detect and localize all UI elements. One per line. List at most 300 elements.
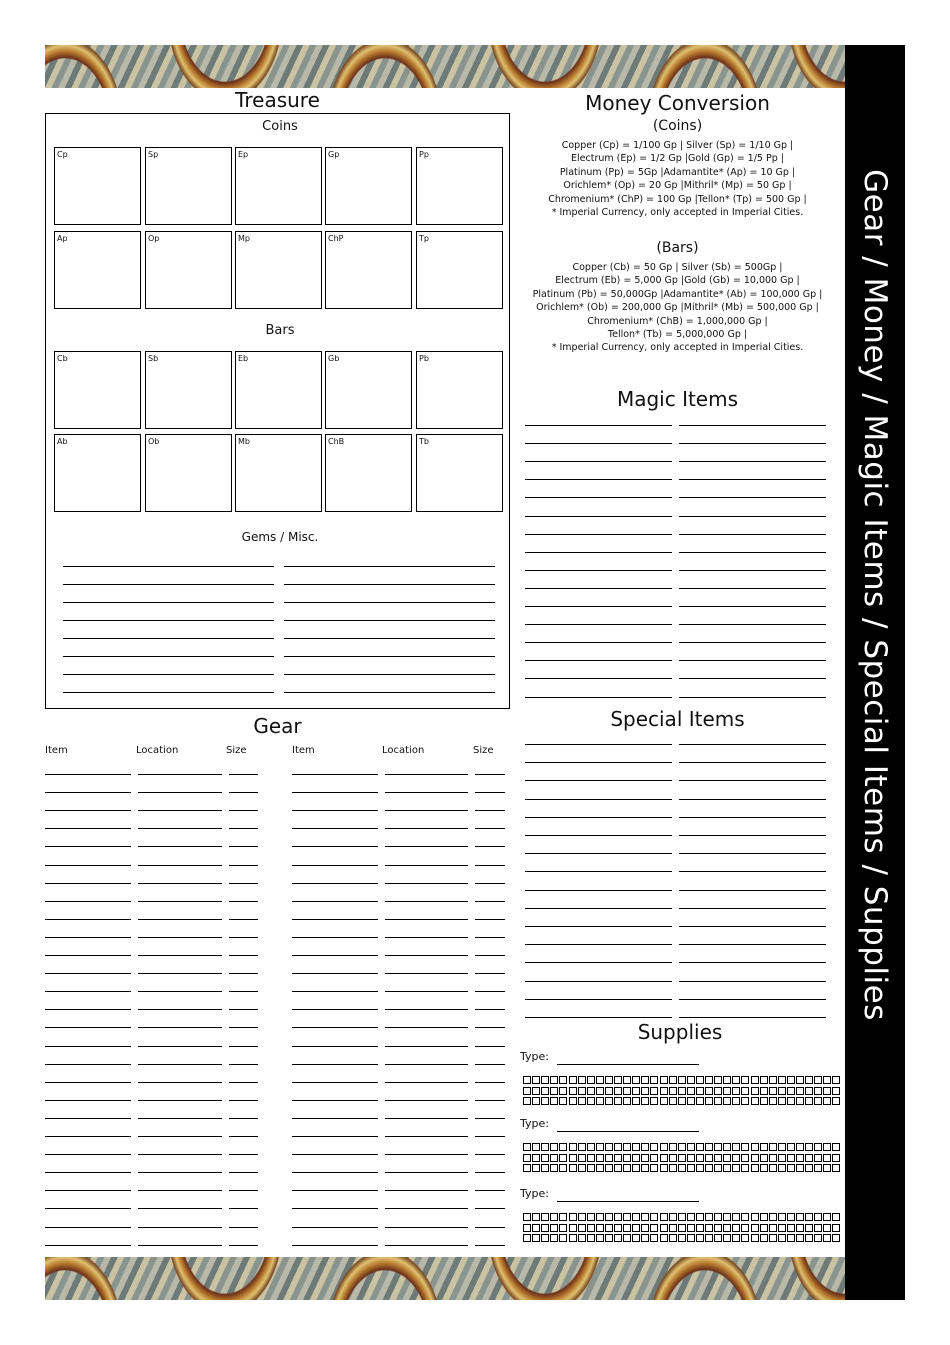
gems-line[interactable]	[284, 638, 495, 639]
gems-line[interactable]	[284, 602, 495, 603]
gear-entry-line[interactable]	[45, 828, 131, 829]
gear-entry-line[interactable]	[292, 1208, 378, 1209]
supply-checkbox[interactable]	[751, 1076, 759, 1084]
magic-item-line[interactable]	[679, 606, 826, 607]
gear-entry-line[interactable]	[385, 1245, 468, 1246]
supply-checkbox[interactable]	[687, 1154, 695, 1162]
supply-checkbox[interactable]	[805, 1143, 813, 1151]
supply-checkbox[interactable]	[787, 1164, 795, 1172]
supply-checkbox[interactable]	[569, 1087, 577, 1095]
supply-checkbox[interactable]	[660, 1213, 668, 1221]
supply-checkbox[interactable]	[687, 1076, 695, 1084]
supply-checkbox[interactable]	[632, 1076, 640, 1084]
gear-entry-line[interactable]	[292, 1009, 378, 1010]
gear-entry-line[interactable]	[475, 1245, 505, 1246]
currency-cell[interactable]	[54, 231, 141, 309]
supply-checkbox[interactable]	[832, 1087, 840, 1095]
supply-checkbox[interactable]	[532, 1097, 540, 1105]
supply-checkbox[interactable]	[614, 1143, 622, 1151]
gear-entry-line[interactable]	[138, 1136, 222, 1137]
gear-entry-line[interactable]	[229, 1136, 258, 1137]
supply-checkbox[interactable]	[751, 1087, 759, 1095]
supply-checkbox[interactable]	[832, 1143, 840, 1151]
supply-checkbox[interactable]	[660, 1076, 668, 1084]
special-item-line[interactable]	[525, 981, 672, 982]
magic-item-line[interactable]	[679, 660, 826, 661]
currency-cell[interactable]	[325, 147, 412, 225]
supply-checkbox[interactable]	[559, 1154, 567, 1162]
supply-checkbox[interactable]	[660, 1224, 668, 1232]
supply-checkbox[interactable]	[614, 1087, 622, 1095]
gear-entry-line[interactable]	[45, 1064, 131, 1065]
gear-entry-line[interactable]	[229, 810, 258, 811]
gear-entry-line[interactable]	[229, 1154, 258, 1155]
supply-checkbox[interactable]	[705, 1076, 713, 1084]
supply-checkbox[interactable]	[596, 1087, 604, 1095]
supply-checkbox[interactable]	[705, 1224, 713, 1232]
magic-item-line[interactable]	[525, 552, 672, 553]
gear-entry-line[interactable]	[138, 810, 222, 811]
supply-checkbox[interactable]	[550, 1164, 558, 1172]
special-item-line[interactable]	[525, 799, 672, 800]
gems-line[interactable]	[63, 566, 274, 567]
supply-checkbox[interactable]	[823, 1087, 831, 1095]
gear-entry-line[interactable]	[475, 1100, 505, 1101]
supply-checkbox[interactable]	[696, 1087, 704, 1095]
supply-checkbox[interactable]	[687, 1097, 695, 1105]
supply-checkbox[interactable]	[605, 1164, 613, 1172]
supply-checkbox[interactable]	[823, 1154, 831, 1162]
gear-entry-line[interactable]	[138, 792, 222, 793]
gear-entry-line[interactable]	[45, 1009, 131, 1010]
supply-checkbox[interactable]	[832, 1234, 840, 1242]
supply-checkbox[interactable]	[678, 1234, 686, 1242]
special-item-line[interactable]	[525, 853, 672, 854]
supply-checkbox[interactable]	[732, 1143, 740, 1151]
magic-item-line[interactable]	[525, 461, 672, 462]
supply-checkbox[interactable]	[696, 1097, 704, 1105]
supply-checkbox[interactable]	[769, 1143, 777, 1151]
supply-checkbox[interactable]	[714, 1154, 722, 1162]
supply-checkbox[interactable]	[814, 1087, 822, 1095]
gear-entry-line[interactable]	[292, 901, 378, 902]
supply-checkbox[interactable]	[632, 1143, 640, 1151]
supply-checkbox[interactable]	[678, 1154, 686, 1162]
supply-checkbox[interactable]	[805, 1076, 813, 1084]
special-item-line[interactable]	[525, 817, 672, 818]
special-item-line[interactable]	[679, 744, 826, 745]
gear-entry-line[interactable]	[229, 1208, 258, 1209]
gear-entry-line[interactable]	[229, 865, 258, 866]
supply-checkbox[interactable]	[660, 1154, 668, 1162]
supply-checkbox[interactable]	[787, 1087, 795, 1095]
supply-checkbox[interactable]	[605, 1097, 613, 1105]
gear-entry-line[interactable]	[475, 1027, 505, 1028]
magic-item-line[interactable]	[525, 642, 672, 643]
supply-checkbox[interactable]	[778, 1224, 786, 1232]
supply-checkbox[interactable]	[605, 1234, 613, 1242]
gear-entry-line[interactable]	[292, 846, 378, 847]
special-item-line[interactable]	[679, 908, 826, 909]
supply-checkbox[interactable]	[596, 1154, 604, 1162]
supply-checkbox[interactable]	[596, 1143, 604, 1151]
gear-entry-line[interactable]	[229, 846, 258, 847]
special-item-line[interactable]	[525, 926, 672, 927]
supply-checkbox[interactable]	[587, 1164, 595, 1172]
special-item-line[interactable]	[525, 890, 672, 891]
magic-item-line[interactable]	[679, 697, 826, 698]
supply-checkbox[interactable]	[678, 1224, 686, 1232]
currency-cell[interactable]	[325, 351, 412, 429]
supply-checkbox[interactable]	[559, 1076, 567, 1084]
magic-item-line[interactable]	[525, 624, 672, 625]
supply-checkbox[interactable]	[805, 1213, 813, 1221]
magic-item-line[interactable]	[525, 678, 672, 679]
gear-entry-line[interactable]	[138, 1100, 222, 1101]
supply-checkbox[interactable]	[814, 1164, 822, 1172]
gear-entry-line[interactable]	[138, 883, 222, 884]
gear-entry-line[interactable]	[229, 937, 258, 938]
supply-checkbox[interactable]	[614, 1164, 622, 1172]
currency-cell[interactable]	[145, 351, 232, 429]
special-item-line[interactable]	[679, 762, 826, 763]
special-item-line[interactable]	[525, 871, 672, 872]
supply-checkbox[interactable]	[687, 1143, 695, 1151]
gear-entry-line[interactable]	[229, 1064, 258, 1065]
supply-checkbox[interactable]	[778, 1213, 786, 1221]
supply-checkbox[interactable]	[559, 1224, 567, 1232]
supply-checkbox[interactable]	[787, 1076, 795, 1084]
supply-checkbox[interactable]	[741, 1097, 749, 1105]
gear-entry-line[interactable]	[229, 1100, 258, 1101]
gear-entry-line[interactable]	[138, 1190, 222, 1191]
gems-line[interactable]	[284, 566, 495, 567]
gear-entry-line[interactable]	[292, 810, 378, 811]
gear-entry-line[interactable]	[229, 1009, 258, 1010]
supply-checkbox[interactable]	[541, 1097, 549, 1105]
supply-checkbox[interactable]	[796, 1213, 804, 1221]
supply-checkbox[interactable]	[751, 1143, 759, 1151]
supply-checkbox[interactable]	[614, 1154, 622, 1162]
supply-checkbox[interactable]	[805, 1224, 813, 1232]
gear-entry-line[interactable]	[229, 955, 258, 956]
gems-line[interactable]	[63, 602, 274, 603]
gear-entry-line[interactable]	[45, 792, 131, 793]
supply-checkbox[interactable]	[669, 1224, 677, 1232]
gear-entry-line[interactable]	[45, 1208, 131, 1209]
supply-checkbox[interactable]	[632, 1097, 640, 1105]
supply-checkbox[interactable]	[650, 1234, 658, 1242]
gear-entry-line[interactable]	[229, 1172, 258, 1173]
supply-checkbox[interactable]	[823, 1213, 831, 1221]
supply-checkbox[interactable]	[678, 1087, 686, 1095]
supply-checkbox[interactable]	[687, 1224, 695, 1232]
supply-checkbox[interactable]	[623, 1164, 631, 1172]
supply-checkbox[interactable]	[778, 1154, 786, 1162]
gear-entry-line[interactable]	[138, 774, 222, 775]
gear-entry-line[interactable]	[475, 1208, 505, 1209]
supply-checkbox[interactable]	[650, 1087, 658, 1095]
magic-item-line[interactable]	[679, 425, 826, 426]
supply-checkbox[interactable]	[705, 1154, 713, 1162]
supply-checkbox[interactable]	[769, 1097, 777, 1105]
supply-checkbox[interactable]	[532, 1224, 540, 1232]
supply-checkbox[interactable]	[805, 1154, 813, 1162]
supply-checkbox[interactable]	[723, 1143, 731, 1151]
supply-checkbox[interactable]	[532, 1164, 540, 1172]
gear-entry-line[interactable]	[138, 1046, 222, 1047]
supply-checkbox[interactable]	[632, 1164, 640, 1172]
supply-checkbox[interactable]	[605, 1076, 613, 1084]
supply-checkbox[interactable]	[532, 1076, 540, 1084]
gear-entry-line[interactable]	[45, 865, 131, 866]
gear-entry-line[interactable]	[385, 901, 468, 902]
gear-entry-line[interactable]	[229, 774, 258, 775]
gear-entry-line[interactable]	[475, 973, 505, 974]
gear-entry-line[interactable]	[138, 937, 222, 938]
supply-checkbox[interactable]	[669, 1234, 677, 1242]
supply-checkbox[interactable]	[723, 1154, 731, 1162]
supply-checkbox[interactable]	[832, 1224, 840, 1232]
supply-checkbox[interactable]	[723, 1097, 731, 1105]
currency-cell[interactable]	[416, 231, 503, 309]
supply-checkbox[interactable]	[541, 1087, 549, 1095]
gear-entry-line[interactable]	[138, 955, 222, 956]
supply-checkbox[interactable]	[559, 1164, 567, 1172]
supply-checkbox[interactable]	[769, 1224, 777, 1232]
supply-checkbox[interactable]	[641, 1154, 649, 1162]
gear-entry-line[interactable]	[475, 901, 505, 902]
currency-cell[interactable]	[54, 147, 141, 225]
supply-checkbox[interactable]	[723, 1076, 731, 1084]
supply-checkbox[interactable]	[669, 1097, 677, 1105]
gear-entry-line[interactable]	[385, 865, 468, 866]
currency-cell[interactable]	[235, 434, 322, 512]
supply-checkbox[interactable]	[787, 1143, 795, 1151]
supply-checkbox[interactable]	[705, 1143, 713, 1151]
magic-item-line[interactable]	[679, 534, 826, 535]
supply-checkbox[interactable]	[641, 1224, 649, 1232]
supply-checkbox[interactable]	[587, 1213, 595, 1221]
gear-entry-line[interactable]	[385, 1100, 468, 1101]
supply-checkbox[interactable]	[559, 1143, 567, 1151]
supply-checkbox[interactable]	[705, 1164, 713, 1172]
supply-checkbox[interactable]	[696, 1154, 704, 1162]
currency-cell[interactable]	[145, 231, 232, 309]
supply-checkbox[interactable]	[723, 1087, 731, 1095]
supply-checkbox[interactable]	[532, 1143, 540, 1151]
gear-entry-line[interactable]	[385, 1118, 468, 1119]
gear-entry-line[interactable]	[475, 1227, 505, 1228]
supply-checkbox[interactable]	[814, 1097, 822, 1105]
supply-checkbox[interactable]	[678, 1076, 686, 1084]
supply-checkbox[interactable]	[523, 1213, 531, 1221]
gear-entry-line[interactable]	[475, 1064, 505, 1065]
magic-item-line[interactable]	[679, 497, 826, 498]
supply-checkbox[interactable]	[714, 1087, 722, 1095]
gear-entry-line[interactable]	[475, 1009, 505, 1010]
supply-checkbox[interactable]	[587, 1154, 595, 1162]
supply-checkbox[interactable]	[532, 1154, 540, 1162]
supply-checkbox[interactable]	[569, 1164, 577, 1172]
gear-entry-line[interactable]	[45, 846, 131, 847]
gear-entry-line[interactable]	[385, 1136, 468, 1137]
supply-checkbox[interactable]	[732, 1076, 740, 1084]
magic-item-line[interactable]	[525, 697, 672, 698]
gear-entry-line[interactable]	[45, 955, 131, 956]
supply-checkbox[interactable]	[523, 1154, 531, 1162]
magic-item-line[interactable]	[525, 660, 672, 661]
supply-checkbox[interactable]	[569, 1076, 577, 1084]
supply-checkbox[interactable]	[578, 1154, 586, 1162]
supply-checkbox[interactable]	[632, 1087, 640, 1095]
supply-checkbox[interactable]	[751, 1154, 759, 1162]
supply-checkbox[interactable]	[623, 1076, 631, 1084]
supply-checkbox[interactable]	[669, 1154, 677, 1162]
gear-entry-line[interactable]	[475, 865, 505, 866]
supply-checkbox[interactable]	[587, 1143, 595, 1151]
supply-checkbox[interactable]	[796, 1234, 804, 1242]
special-item-line[interactable]	[525, 780, 672, 781]
supply-checkbox[interactable]	[641, 1234, 649, 1242]
special-item-line[interactable]	[679, 799, 826, 800]
magic-item-line[interactable]	[525, 534, 672, 535]
magic-item-line[interactable]	[679, 678, 826, 679]
supply-checkbox[interactable]	[814, 1154, 822, 1162]
magic-item-line[interactable]	[679, 516, 826, 517]
gear-entry-line[interactable]	[475, 1190, 505, 1191]
supply-checkbox[interactable]	[760, 1213, 768, 1221]
supply-checkbox[interactable]	[569, 1143, 577, 1151]
gear-entry-line[interactable]	[292, 883, 378, 884]
gear-entry-line[interactable]	[45, 1100, 131, 1101]
special-item-line[interactable]	[525, 835, 672, 836]
gear-entry-line[interactable]	[475, 937, 505, 938]
supply-checkbox[interactable]	[678, 1164, 686, 1172]
supply-checkbox[interactable]	[687, 1213, 695, 1221]
gear-entry-line[interactable]	[229, 991, 258, 992]
gems-line[interactable]	[284, 692, 495, 693]
supply-checkbox[interactable]	[678, 1213, 686, 1221]
currency-cell[interactable]	[325, 434, 412, 512]
special-item-line[interactable]	[679, 981, 826, 982]
supply-checkbox[interactable]	[523, 1164, 531, 1172]
supply-checkbox[interactable]	[605, 1087, 613, 1095]
currency-cell[interactable]	[416, 434, 503, 512]
gear-entry-line[interactable]	[475, 1172, 505, 1173]
supply-checkbox[interactable]	[687, 1087, 695, 1095]
supply-checkbox[interactable]	[559, 1087, 567, 1095]
magic-item-line[interactable]	[679, 443, 826, 444]
supply-checkbox[interactable]	[741, 1224, 749, 1232]
supply-checkbox[interactable]	[596, 1224, 604, 1232]
supply-checkbox[interactable]	[587, 1234, 595, 1242]
gear-entry-line[interactable]	[385, 1064, 468, 1065]
supply-checkbox[interactable]	[723, 1234, 731, 1242]
currency-cell[interactable]	[416, 147, 503, 225]
supply-checkbox[interactable]	[787, 1234, 795, 1242]
special-item-line[interactable]	[525, 908, 672, 909]
supply-checkbox[interactable]	[550, 1076, 558, 1084]
gear-entry-line[interactable]	[475, 810, 505, 811]
supply-checkbox[interactable]	[714, 1224, 722, 1232]
gear-entry-line[interactable]	[229, 901, 258, 902]
supply-checkbox[interactable]	[641, 1076, 649, 1084]
gear-entry-line[interactable]	[385, 1046, 468, 1047]
magic-item-line[interactable]	[525, 479, 672, 480]
supply-checkbox[interactable]	[823, 1164, 831, 1172]
supply-checkbox[interactable]	[623, 1143, 631, 1151]
supply-checkbox[interactable]	[796, 1143, 804, 1151]
supply-checkbox[interactable]	[660, 1097, 668, 1105]
special-item-line[interactable]	[525, 999, 672, 1000]
gear-entry-line[interactable]	[385, 828, 468, 829]
supply-checkbox[interactable]	[741, 1143, 749, 1151]
supply-checkbox[interactable]	[559, 1234, 567, 1242]
gear-entry-line[interactable]	[385, 1190, 468, 1191]
supply-checkbox[interactable]	[796, 1097, 804, 1105]
special-item-line[interactable]	[679, 890, 826, 891]
supply-checkbox[interactable]	[696, 1076, 704, 1084]
supply-checkbox[interactable]	[523, 1224, 531, 1232]
gear-entry-line[interactable]	[292, 1172, 378, 1173]
gear-entry-line[interactable]	[138, 846, 222, 847]
gear-entry-line[interactable]	[385, 792, 468, 793]
supply-checkbox[interactable]	[550, 1097, 558, 1105]
gear-entry-line[interactable]	[138, 1172, 222, 1173]
special-item-line[interactable]	[679, 780, 826, 781]
supply-checkbox[interactable]	[650, 1143, 658, 1151]
supply-checkbox[interactable]	[769, 1164, 777, 1172]
supply-checkbox[interactable]	[760, 1076, 768, 1084]
supply-checkbox[interactable]	[805, 1164, 813, 1172]
gear-entry-line[interactable]	[229, 792, 258, 793]
supply-checkbox[interactable]	[578, 1087, 586, 1095]
supply-checkbox[interactable]	[796, 1154, 804, 1162]
supply-checkbox[interactable]	[650, 1213, 658, 1221]
gear-entry-line[interactable]	[292, 1154, 378, 1155]
supply-checkbox[interactable]	[559, 1097, 567, 1105]
gear-entry-line[interactable]	[292, 1027, 378, 1028]
gear-entry-line[interactable]	[385, 1154, 468, 1155]
supply-checkbox[interactable]	[741, 1076, 749, 1084]
supply-checkbox[interactable]	[787, 1224, 795, 1232]
supply-checkbox[interactable]	[569, 1154, 577, 1162]
supply-checkbox[interactable]	[559, 1213, 567, 1221]
special-item-line[interactable]	[525, 962, 672, 963]
supply-checkbox[interactable]	[596, 1213, 604, 1221]
special-item-line[interactable]	[525, 944, 672, 945]
supply-checkbox[interactable]	[696, 1213, 704, 1221]
gear-entry-line[interactable]	[475, 955, 505, 956]
gear-entry-line[interactable]	[292, 1190, 378, 1191]
gear-entry-line[interactable]	[385, 919, 468, 920]
gems-line[interactable]	[63, 620, 274, 621]
gear-entry-line[interactable]	[45, 991, 131, 992]
supply-checkbox[interactable]	[705, 1087, 713, 1095]
supply-checkbox[interactable]	[623, 1097, 631, 1105]
gear-entry-line[interactable]	[138, 919, 222, 920]
gear-entry-line[interactable]	[45, 937, 131, 938]
gear-entry-line[interactable]	[385, 1009, 468, 1010]
supply-checkbox[interactable]	[796, 1087, 804, 1095]
gear-entry-line[interactable]	[138, 901, 222, 902]
currency-cell[interactable]	[235, 351, 322, 429]
supply-checkbox[interactable]	[550, 1087, 558, 1095]
supply-checkbox[interactable]	[796, 1076, 804, 1084]
supply-checkbox[interactable]	[732, 1224, 740, 1232]
supply-checkbox[interactable]	[578, 1076, 586, 1084]
